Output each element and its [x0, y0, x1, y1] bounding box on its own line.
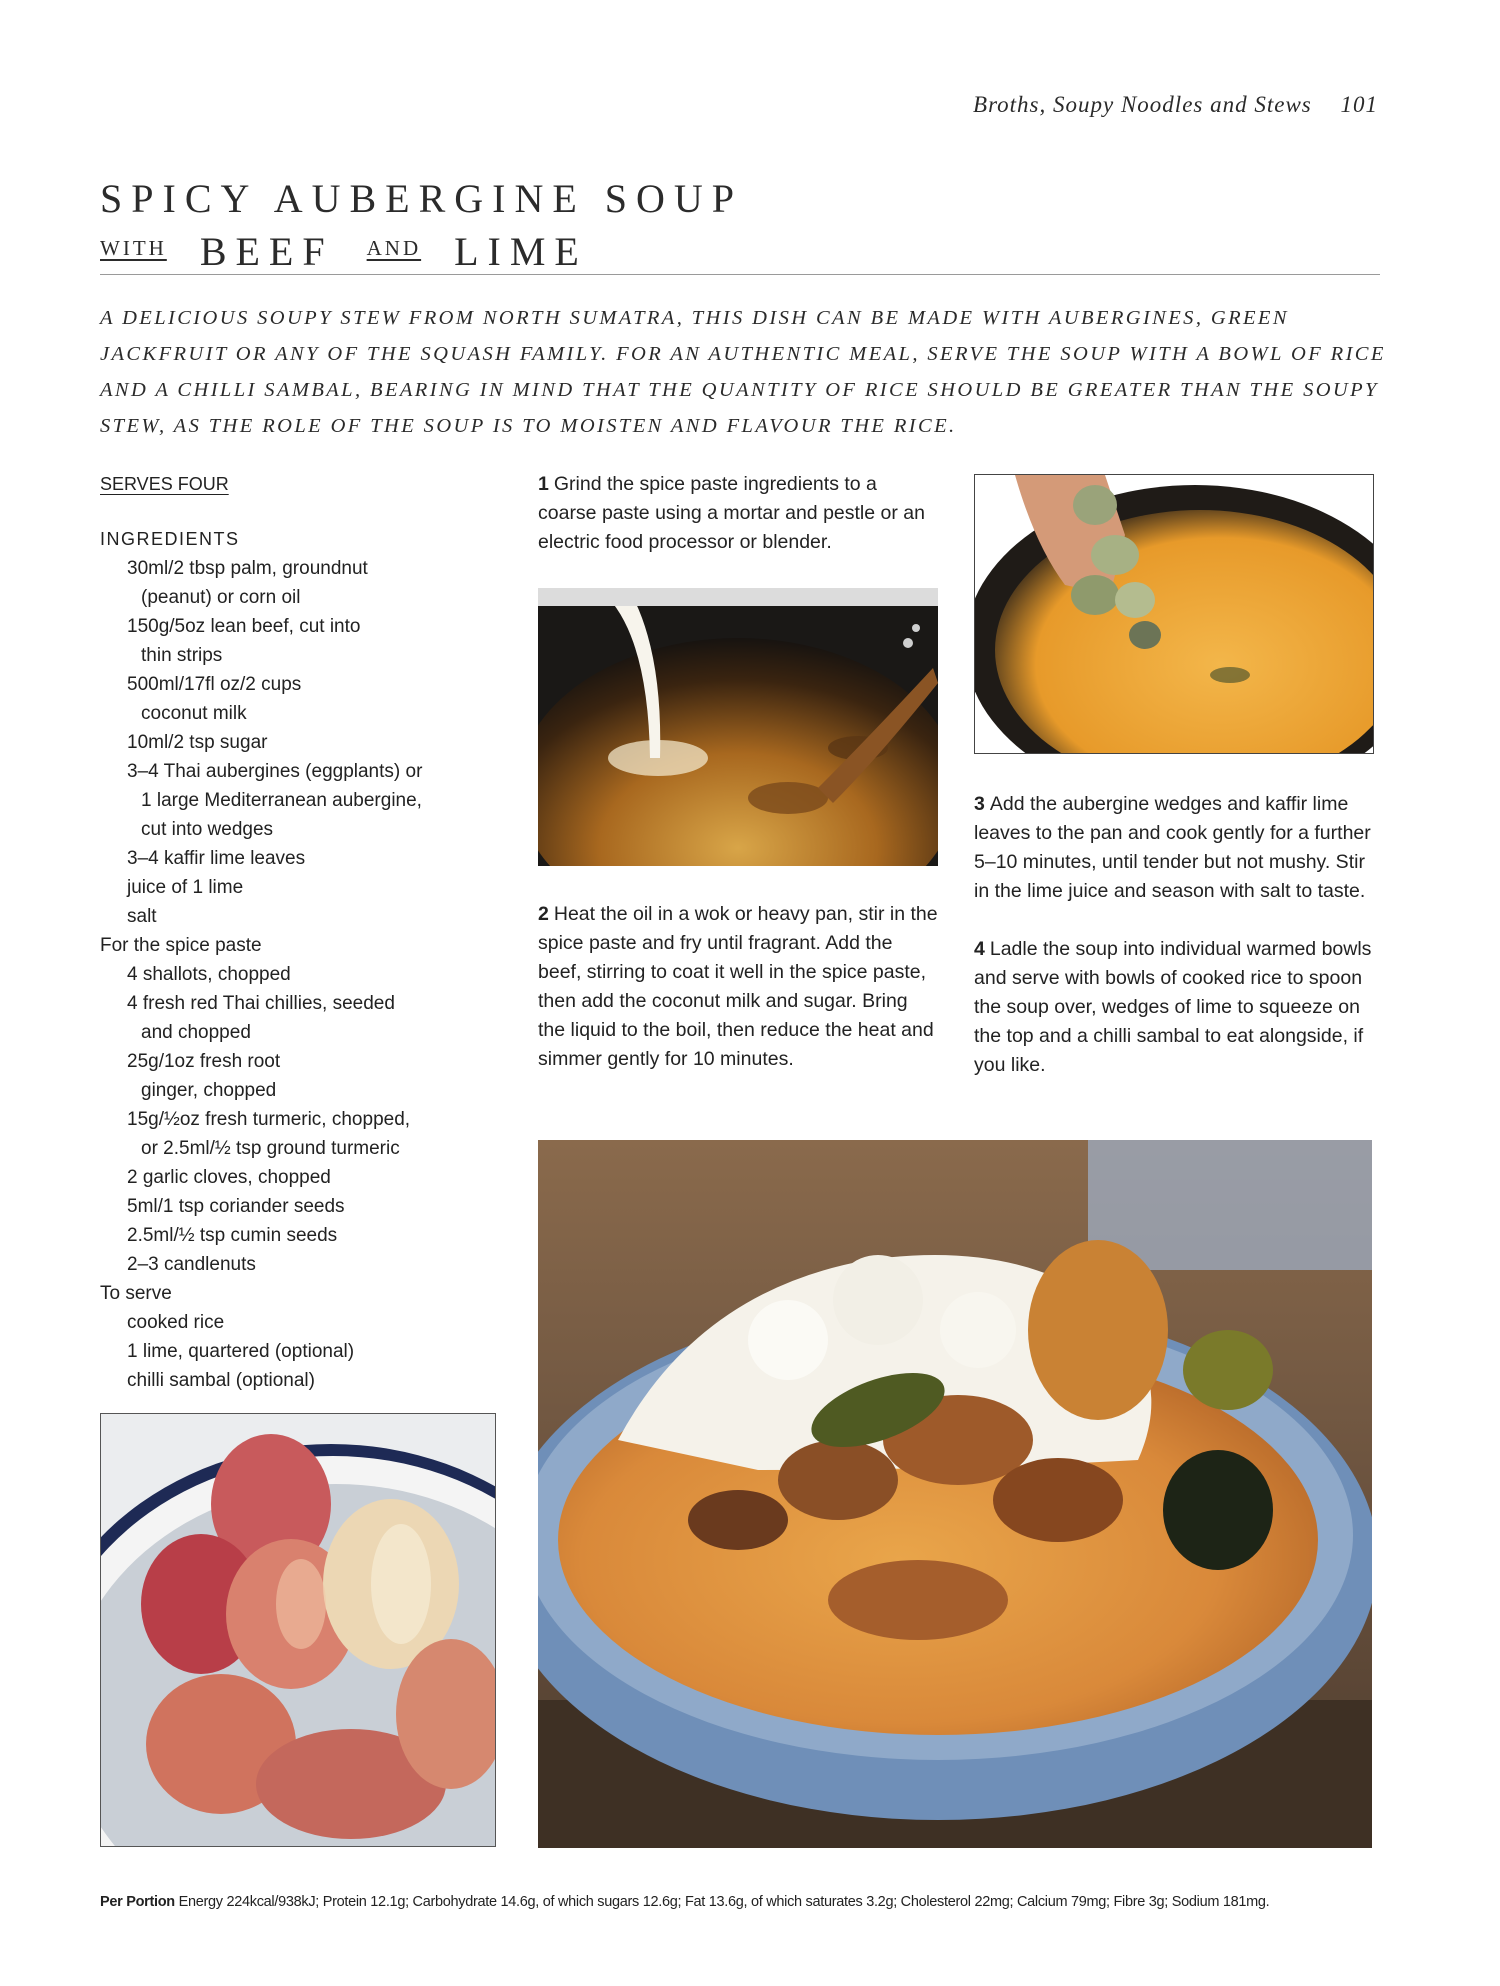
shallots-bowl-photo: [100, 1413, 496, 1847]
ingredients-column: [100, 470, 500, 1395]
title-lime: LIME: [454, 229, 588, 274]
ingredient-item: 4 shallots, chopped: [127, 964, 291, 985]
to-serve-heading: To serve: [100, 1283, 172, 1304]
ingredient-item: 15g/½oz fresh turmeric, chopped,: [127, 1109, 411, 1130]
title-divider: [100, 274, 1380, 275]
ingredient-item: 1 large Mediterranean aubergine,: [141, 790, 422, 811]
title-with: WITH: [100, 236, 167, 260]
recipe-title: [100, 175, 1380, 277]
finished-dish-photo: [538, 1140, 1372, 1848]
ingredient-item: thin strips: [141, 645, 223, 666]
ingredient-item: 4 fresh red Thai chillies, seeded: [127, 993, 395, 1014]
title-line-1: [100, 175, 1380, 223]
recipe-intro: A DELICIOUS SOUPY STEW FROM NORTH SUMATRA, THIS DISH CAN BE MADE WITH AUBERGINES, GREEN JACKFRUIT OR ANY OF THE SQUASH FAMILY. FOR AN AUTHENTIC MEAL, SERVE THE SOUP WITH A BOWL OF RICE AND A CHILLI SAMBAL, BEARING IN MIND THAT THE QUANTITY OF RICE SHOULD BE GREATER THAN THE SOUPY STEW, AS THE ROLE OF THE SOUP IS TO MOISTEN AND FLAVOUR THE RICE.: [100, 307, 1386, 437]
title-main: SPICY AUBERGINE SOUP: [100, 176, 744, 221]
ingredient-item: 1 lime, quartered (optional): [127, 1341, 355, 1362]
step-1: [538, 470, 938, 557]
section-title: Broths, Soupy Noodles and Stews: [973, 92, 1312, 117]
steps-column-right: [974, 790, 1374, 1080]
nutrition-text: Energy 224kcal/938kJ; Protein 12.1g; Carbohydrate 14.6g, of which sugars 12.6g; Fat 13.6g, of which saturates 3.2g; Cholesterol 22mg; Calcium 79mg; Fibre 3g; Sodium 181mg.: [178, 1894, 1270, 1910]
ingredient-item: cooked rice: [127, 1312, 225, 1333]
title-and: AND: [366, 236, 422, 260]
nutrition-info: [100, 1894, 1400, 1910]
ingredient-item: coconut milk: [141, 703, 247, 724]
ingredient-item: and chopped: [141, 1022, 251, 1043]
step-2: [538, 900, 938, 1074]
running-head: [973, 92, 1378, 118]
step-number: 2: [538, 903, 549, 925]
ingredient-item: 30ml/2 tbsp palm, groundnut: [127, 558, 368, 579]
ingredients-heading: INGREDIENTS: [100, 529, 240, 549]
adding-aubergines-photo: [974, 474, 1374, 754]
ingredient-item: 150g/5oz lean beef, cut into: [127, 616, 361, 637]
ingredient-item: 2.5ml/½ tsp cumin seeds: [127, 1225, 338, 1246]
ingredient-item: 2–3 candlenuts: [127, 1254, 256, 1275]
ingredient-item: 5ml/1 tsp coriander seeds: [127, 1196, 345, 1217]
ingredient-item: (peanut) or corn oil: [141, 587, 301, 608]
step-number: 1: [538, 473, 549, 495]
step-text: Grind the spice paste ingredients to a coarse paste using a mortar and pestle or an electric food processor or blender.: [538, 473, 925, 553]
title-beef: BEEF: [199, 229, 334, 274]
serves-label: SERVES FOUR: [100, 474, 229, 494]
nutrition-label: Per Portion: [100, 1894, 175, 1910]
step-4: [974, 935, 1374, 1080]
wok-coconut-milk-photo: [538, 588, 938, 866]
page-number: 101: [1340, 92, 1378, 117]
steps-column-mid: [538, 470, 938, 557]
step-number: 4: [974, 938, 985, 960]
ingredient-item: juice of 1 lime: [127, 877, 244, 898]
step-number: 3: [974, 793, 985, 815]
ingredient-item: cut into wedges: [141, 819, 274, 840]
step-text: Ladle the soup into individual warmed bowls and serve with bowls of cooked rice to spoon the soup over, wedges of lime to squeeze on the top and a chilli sambal to eat alongside, if you like.: [974, 938, 1372, 1076]
ingredient-item: salt: [127, 906, 157, 927]
ingredient-item: 500ml/17fl oz/2 cups: [127, 674, 302, 695]
spice-paste-list: [100, 960, 500, 1279]
ingredient-item: 25g/1oz fresh root: [127, 1051, 281, 1072]
ingredient-item: 2 garlic cloves, chopped: [127, 1167, 331, 1188]
ingredient-item: chilli sambal (optional): [127, 1370, 315, 1391]
title-line-2: [100, 223, 1380, 277]
ingredient-item: 3–4 Thai aubergines (eggplants) or: [127, 761, 423, 782]
ingredient-item: 3–4 kaffir lime leaves: [127, 848, 306, 869]
step-text: Heat the oil in a wok or heavy pan, stir in the spice paste and fry until fragrant. Add the beef, stirring to coat it well in the spice paste, then add the coconut milk and sugar. Bring the liquid to the boil, then reduce the heat and simmer gently for 10 minutes.: [538, 903, 938, 1070]
ingredient-item: 10ml/2 tsp sugar: [127, 732, 268, 753]
step-text: Add the aubergine wedges and kaffir lime leaves to the pan and cook gently for a further 5–10 minutes, until tender but not mushy. Stir in the lime juice and season with salt to taste.: [974, 793, 1371, 902]
step-3: [974, 790, 1374, 906]
ingredient-item: ginger, chopped: [141, 1080, 277, 1101]
ingredients-list: [100, 554, 500, 931]
spice-paste-heading: For the spice paste: [100, 935, 262, 956]
to-serve-list: [100, 1308, 500, 1395]
ingredient-item: or 2.5ml/½ tsp ground turmeric: [141, 1138, 400, 1159]
